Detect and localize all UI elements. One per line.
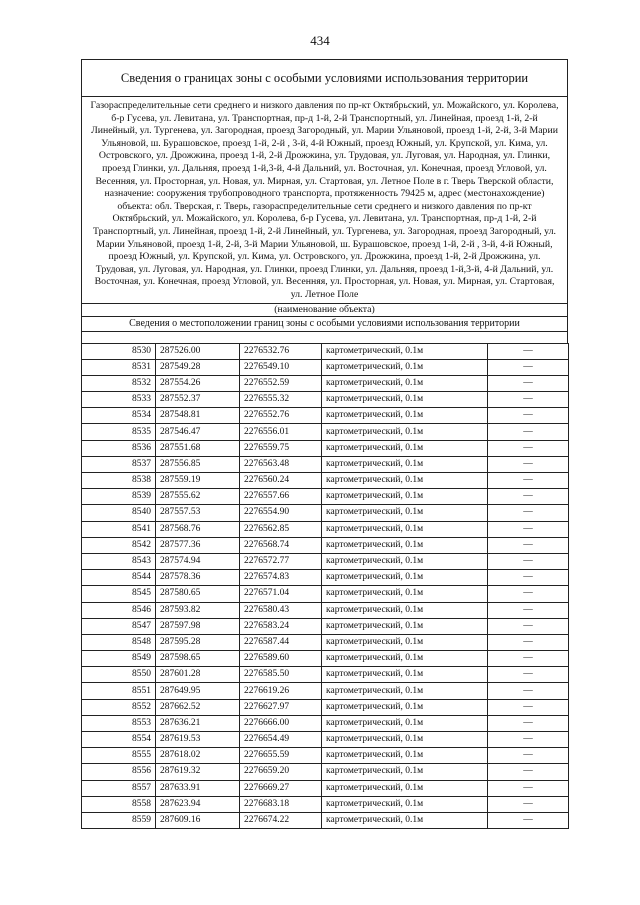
coordinate-y: 2276674.22 (240, 812, 322, 828)
table-row (82, 553, 569, 569)
table-row (82, 505, 569, 521)
object-description: Газораспределительные сети среднего и низкого давления по пр-кт Октябрьский, ул. Можайского, ул. Королева, б-р Гусева, ул. Левитана, ул. Транспортная, пр-д 1-й, 2-й Транспортный, ул. Линейная, проезд 1-й, 2-й Линейный, ул. Тургенева, ул. Загородная, проезд Загородный, ул. Марии Ульяновой, проезд 1-й, 2-й, 3-й Марии Ульяновой, ш. Бурашовское, проезд 1-й, 2-й , 3-й, 4-й Южный, проезд Южный, ул. Крупской, ул. Кима, ул. Островского, ул. Дрожжина, проезд 1-й, 2-й Дрожжина, ул. Трудовая, ул. Луговая, ул. Народная, ул. Глинки, проезд Глинки, ул. Дальняя, проезд 1-й,3-й, 4-й Дальний, ул. Восточная, ул. Конечная, проезд Угловой, ул. Весенняя, ул. Просторная, ул. Новая, ул. Мирная, ул. Стартовая, ул. Летное Поле в г. Тверь Тверской области, назначение: сооружения трубопроводного транспорта, протяженность 79425 м, адрес (местонахождение) объекта: обл. Тверская, г. Тверь, газораспределительные сети среднего и низкого давления по пр-кт Октябрьский, ул. Можайского, ул. Королева, б-р Гусева, ул. Левитана, ул. Транспортная, пр-д 1-й, 2-й Транспортный, ул. Линейная, проезд 1-й, 2-й Линейный, ул. Тургенева, ул. Загородная, проезд Загородный, ул. Марии Ульяновой, проезд 1-й, 2-й, 3-й Марии Ульяновой, ш. Бурашовское, проезд 1-й, 2-й , 3-й, 4-й Южный, проезд Южный, ул. Крупской, ул. Кима, ул. Островского, ул. Дрожжина, проезд 1-й, 2-й Дрожжина, ул. Трудовая, ул. Луговая, ул. Народная, ул. Глинки, проезд Глинки, ул. Дальняя, проезд 1-й,3-й, 4-й Дальний, ул. Восточная, ул. Конечная, проезд Угловой, ул. Весенняя, ул. Просторная, ул. Новая, ул. Мирная, ул. Стартовая, ул. Летное Поле (90, 100, 559, 300)
determination-method: картометрический, 0.1м (322, 343, 488, 359)
point-number: 8551 (82, 683, 156, 699)
table-row (82, 392, 569, 408)
determination-method: картометрический, 0.1м (322, 570, 488, 586)
coordinate-x: 287559.19 (156, 473, 240, 489)
coordinate-x: 287609.16 (156, 812, 240, 828)
point-number: 8538 (82, 473, 156, 489)
coordinate-x: 287619.53 (156, 732, 240, 748)
point-number: 8531 (82, 359, 156, 375)
note-cell: — (488, 796, 569, 812)
note-cell: — (488, 537, 569, 553)
coordinate-y: 2276568.74 (240, 537, 322, 553)
table-row (82, 602, 569, 618)
table-row (82, 489, 569, 505)
table-row (82, 732, 569, 748)
coordinate-y: 2276583.24 (240, 618, 322, 634)
coordinate-y: 2276627.97 (240, 699, 322, 715)
point-number: 8559 (82, 812, 156, 828)
note-cell: — (488, 424, 569, 440)
coordinate-y: 2276574.83 (240, 570, 322, 586)
point-number: 8557 (82, 780, 156, 796)
table-row (82, 634, 569, 650)
point-number: 8539 (82, 489, 156, 505)
table-row (82, 699, 569, 715)
note-cell: — (488, 651, 569, 667)
determination-method: картометрический, 0.1м (322, 780, 488, 796)
coordinate-y: 2276571.04 (240, 586, 322, 602)
determination-method: картометрический, 0.1м (322, 424, 488, 440)
coordinate-y: 2276559.75 (240, 440, 322, 456)
note-cell: — (488, 392, 569, 408)
coordinate-x: 287555.62 (156, 489, 240, 505)
note-cell: — (488, 812, 569, 828)
note-cell: — (488, 683, 569, 699)
location-heading: Сведения о местоположении границ зоны с особыми условиями использования территории (81, 316, 568, 331)
coordinate-y: 2276552.76 (240, 408, 322, 424)
coordinate-x: 287619.32 (156, 764, 240, 780)
point-number: 8553 (82, 715, 156, 731)
coordinate-y: 2276666.00 (240, 715, 322, 731)
determination-method: картометрический, 0.1м (322, 651, 488, 667)
coordinate-x: 287551.68 (156, 440, 240, 456)
coordinate-y: 2276532.76 (240, 343, 322, 359)
coordinate-x: 287597.98 (156, 618, 240, 634)
determination-method: картометрический, 0.1м (322, 553, 488, 569)
coordinate-x: 287593.82 (156, 602, 240, 618)
coordinate-x: 287526.00 (156, 343, 240, 359)
determination-method: картометрический, 0.1м (322, 699, 488, 715)
note-cell: — (488, 408, 569, 424)
determination-method: картометрический, 0.1м (322, 473, 488, 489)
coordinate-x: 287568.76 (156, 521, 240, 537)
coordinate-y: 2276572.77 (240, 553, 322, 569)
table-row (82, 359, 569, 375)
point-number: 8535 (82, 424, 156, 440)
point-number: 8544 (82, 570, 156, 586)
coordinate-x: 287546.47 (156, 424, 240, 440)
note-cell: — (488, 456, 569, 472)
determination-method: картометрический, 0.1м (322, 715, 488, 731)
point-number: 8555 (82, 748, 156, 764)
coordinate-y: 2276554.90 (240, 505, 322, 521)
table-row (82, 812, 569, 828)
coordinate-x: 287618.02 (156, 748, 240, 764)
coordinate-x: 287548.81 (156, 408, 240, 424)
point-number: 8533 (82, 392, 156, 408)
table-row (82, 473, 569, 489)
note-cell: — (488, 553, 569, 569)
determination-method: картометрический, 0.1м (322, 537, 488, 553)
coordinate-x: 287557.53 (156, 505, 240, 521)
coordinate-y: 2276549.10 (240, 359, 322, 375)
note-cell: — (488, 489, 569, 505)
coordinate-y: 2276655.59 (240, 748, 322, 764)
determination-method: картометрический, 0.1м (322, 732, 488, 748)
table-row (82, 667, 569, 683)
coordinate-y: 2276669.27 (240, 780, 322, 796)
point-number: 8554 (82, 732, 156, 748)
table-row (82, 375, 569, 391)
determination-method: картометрический, 0.1м (322, 812, 488, 828)
note-cell: — (488, 667, 569, 683)
determination-method: картометрический, 0.1м (322, 392, 488, 408)
table-row (82, 748, 569, 764)
table-row (82, 715, 569, 731)
coordinate-y: 2276552.59 (240, 375, 322, 391)
determination-method: картометрический, 0.1м (322, 683, 488, 699)
spacer-row (81, 331, 568, 343)
coordinate-y: 2276557.66 (240, 489, 322, 505)
table-row (82, 586, 569, 602)
point-number: 8550 (82, 667, 156, 683)
determination-method: картометрический, 0.1м (322, 456, 488, 472)
determination-method: картометрический, 0.1м (322, 618, 488, 634)
table-row (82, 440, 569, 456)
table-row (82, 780, 569, 796)
note-cell: — (488, 359, 569, 375)
determination-method: картометрический, 0.1м (322, 521, 488, 537)
note-cell: — (488, 699, 569, 715)
table-row (82, 424, 569, 440)
table-row (82, 683, 569, 699)
note-cell: — (488, 780, 569, 796)
table-row (82, 764, 569, 780)
coordinate-x: 287554.26 (156, 375, 240, 391)
point-number: 8541 (82, 521, 156, 537)
determination-method: картометрический, 0.1м (322, 748, 488, 764)
coordinate-x: 287636.21 (156, 715, 240, 731)
coordinate-x: 287662.52 (156, 699, 240, 715)
coordinate-x: 287574.94 (156, 553, 240, 569)
table-row (82, 618, 569, 634)
note-cell: — (488, 715, 569, 731)
coordinate-x: 287577.36 (156, 537, 240, 553)
coordinate-x: 287623.94 (156, 796, 240, 812)
coordinate-y: 2276589.60 (240, 651, 322, 667)
zone-boundary-sheet (81, 59, 568, 829)
determination-method: картометрический, 0.1м (322, 764, 488, 780)
point-number: 8549 (82, 651, 156, 667)
determination-method: картометрический, 0.1м (322, 359, 488, 375)
table-row (82, 343, 569, 359)
coordinate-y: 2276659.20 (240, 764, 322, 780)
table-row (82, 570, 569, 586)
note-cell: — (488, 618, 569, 634)
note-cell: — (488, 732, 569, 748)
coordinate-y: 2276619.26 (240, 683, 322, 699)
table-row (82, 521, 569, 537)
note-cell: — (488, 586, 569, 602)
coordinate-x: 287598.65 (156, 651, 240, 667)
point-number: 8545 (82, 586, 156, 602)
coordinate-y: 2276580.43 (240, 602, 322, 618)
point-number: 8537 (82, 456, 156, 472)
coordinate-y: 2276562.85 (240, 521, 322, 537)
point-number: 8547 (82, 618, 156, 634)
point-number: 8530 (82, 343, 156, 359)
coordinate-y: 2276560.24 (240, 473, 322, 489)
determination-method: картометрический, 0.1м (322, 602, 488, 618)
determination-method: картометрический, 0.1м (322, 634, 488, 650)
coordinates-table (81, 343, 569, 830)
coordinate-y: 2276683.18 (240, 796, 322, 812)
table-row (82, 651, 569, 667)
coordinate-x: 287633.91 (156, 780, 240, 796)
point-number: 8542 (82, 537, 156, 553)
note-cell: — (488, 602, 569, 618)
determination-method: картометрический, 0.1м (322, 408, 488, 424)
point-number: 8532 (82, 375, 156, 391)
note-cell: — (488, 343, 569, 359)
point-number: 8552 (82, 699, 156, 715)
determination-method: картометрический, 0.1м (322, 489, 488, 505)
point-number: 8548 (82, 634, 156, 650)
coordinate-y: 2276556.01 (240, 424, 322, 440)
determination-method: картометрический, 0.1м (322, 505, 488, 521)
note-cell: — (488, 440, 569, 456)
object-name-caption: (наименование объекта) (81, 303, 568, 316)
object-description-cell (81, 96, 568, 303)
table-row (82, 796, 569, 812)
point-number: 8543 (82, 553, 156, 569)
table-row (82, 456, 569, 472)
note-cell: — (488, 748, 569, 764)
coordinate-x: 287601.28 (156, 667, 240, 683)
coordinate-x: 287595.28 (156, 634, 240, 650)
table-row (82, 537, 569, 553)
determination-method: картометрический, 0.1м (322, 796, 488, 812)
table-row (82, 408, 569, 424)
coordinate-y: 2276587.44 (240, 634, 322, 650)
determination-method: картометрический, 0.1м (322, 667, 488, 683)
note-cell: — (488, 521, 569, 537)
coordinate-y: 2276555.32 (240, 392, 322, 408)
determination-method: картометрический, 0.1м (322, 440, 488, 456)
note-cell: — (488, 505, 569, 521)
note-cell: — (488, 473, 569, 489)
coordinate-x: 287549.28 (156, 359, 240, 375)
zone-title: Сведения о границах зоны с особыми условиями использования территории (81, 59, 568, 96)
coordinate-y: 2276654.49 (240, 732, 322, 748)
note-cell: — (488, 375, 569, 391)
determination-method: картометрический, 0.1м (322, 375, 488, 391)
coordinate-x: 287578.36 (156, 570, 240, 586)
coordinates-table-body (82, 343, 569, 829)
coordinate-x: 287580.65 (156, 586, 240, 602)
determination-method: картометрический, 0.1м (322, 586, 488, 602)
note-cell: — (488, 764, 569, 780)
point-number: 8558 (82, 796, 156, 812)
page-number: 434 (310, 33, 330, 48)
point-number: 8534 (82, 408, 156, 424)
coordinate-x: 287649.95 (156, 683, 240, 699)
coordinate-x: 287556.85 (156, 456, 240, 472)
coordinate-y: 2276585.50 (240, 667, 322, 683)
point-number: 8536 (82, 440, 156, 456)
point-number: 8546 (82, 602, 156, 618)
coordinate-y: 2276563.48 (240, 456, 322, 472)
point-number: 8540 (82, 505, 156, 521)
coordinate-x: 287552.37 (156, 392, 240, 408)
note-cell: — (488, 634, 569, 650)
point-number: 8556 (82, 764, 156, 780)
note-cell: — (488, 570, 569, 586)
